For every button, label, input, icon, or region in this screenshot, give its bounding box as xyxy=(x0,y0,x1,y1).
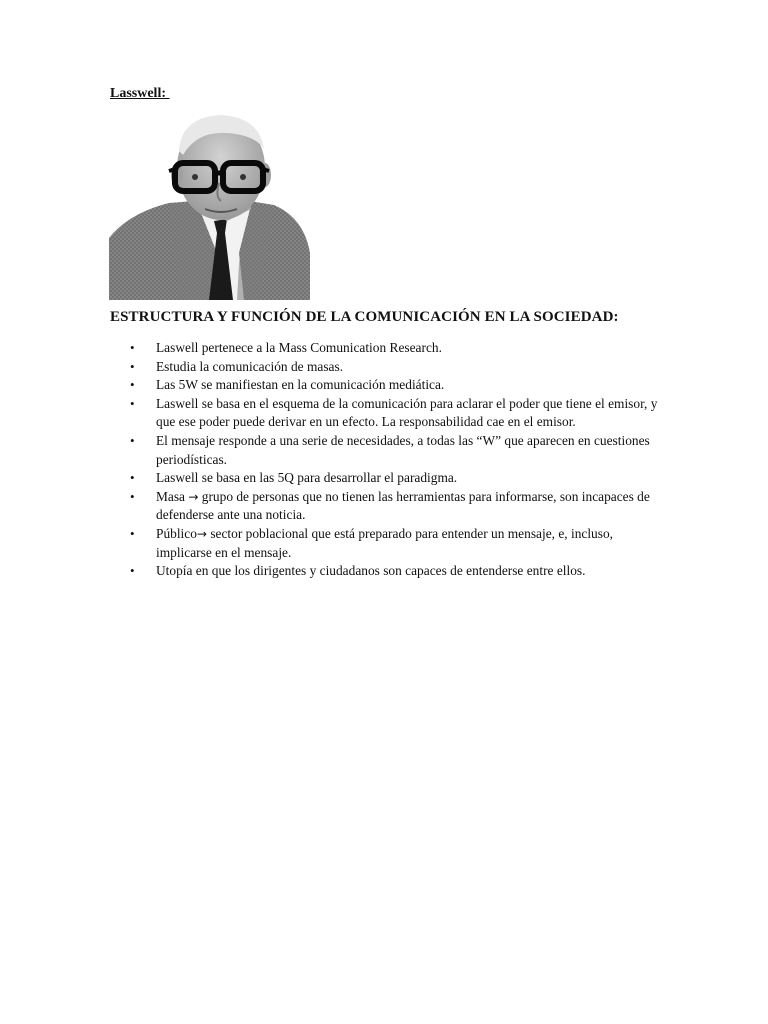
list-item-text: grupo de personas que no tienen las herramientas para informarse, son incapaces de defenderse ante una noticia. xyxy=(156,488,650,523)
portrait-photo xyxy=(109,113,310,300)
section-heading: ESTRUCTURA Y FUNCIÓN DE LA COMUNICACIÓN EN LA SOCIEDAD: xyxy=(110,309,619,325)
list-item-text: El mensaje responde a una serie de necesidades, a todas las “W” que aparecen en cuestiones periodísticas. xyxy=(156,432,650,467)
bullet-icon: • xyxy=(130,432,135,448)
list-item xyxy=(128,376,668,395)
list-item-text: Público xyxy=(156,525,197,541)
bullet-list xyxy=(128,339,668,581)
bullet-icon: • xyxy=(130,525,135,541)
list-item xyxy=(128,432,668,469)
list-item xyxy=(128,395,668,432)
bullet-icon: • xyxy=(130,470,135,486)
list-item-text: Utopía en que los dirigentes y ciudadanos son capaces de entenderse entre ellos. xyxy=(156,563,586,579)
list-item xyxy=(128,339,668,358)
bullet-icon: • xyxy=(130,563,135,579)
list-item-text: Las 5W se manifiestan en la comunicación mediática. xyxy=(156,377,445,393)
list-item-text: Estudia la comunicación de masas. xyxy=(156,358,344,374)
bullet-icon: • xyxy=(130,340,135,355)
bullet-icon: • xyxy=(130,488,135,504)
list-item-text: Laswell se basa en el esquema de la comunicación para aclarar el poder que tiene el emisor, y que ese poder puede derivar en un efecto. La responsabilidad cae en el emisor. xyxy=(156,395,658,430)
bullet-icon: • xyxy=(130,395,135,411)
list-item xyxy=(128,358,668,377)
list-item xyxy=(128,562,668,581)
list-item-text: Laswell pertenece a la Mass Comunication Research. xyxy=(156,340,442,355)
arrow-icon: → xyxy=(196,526,207,541)
list-item xyxy=(128,488,668,525)
arrow-icon: → xyxy=(188,489,199,504)
list-item-text: Laswell se basa en las 5Q para desarrollar el paradigma. xyxy=(156,470,458,486)
bullet-icon: • xyxy=(130,358,135,374)
list-item-text: Masa xyxy=(156,488,189,504)
bullet-icon: • xyxy=(130,377,135,393)
list-item-text: sector poblacional que está preparado para entender un mensaje, e, incluso, implicarse en el mensaje. xyxy=(156,525,613,560)
list-item xyxy=(128,469,668,488)
list-item xyxy=(128,525,668,562)
document-title: Lasswell: xyxy=(110,86,170,101)
